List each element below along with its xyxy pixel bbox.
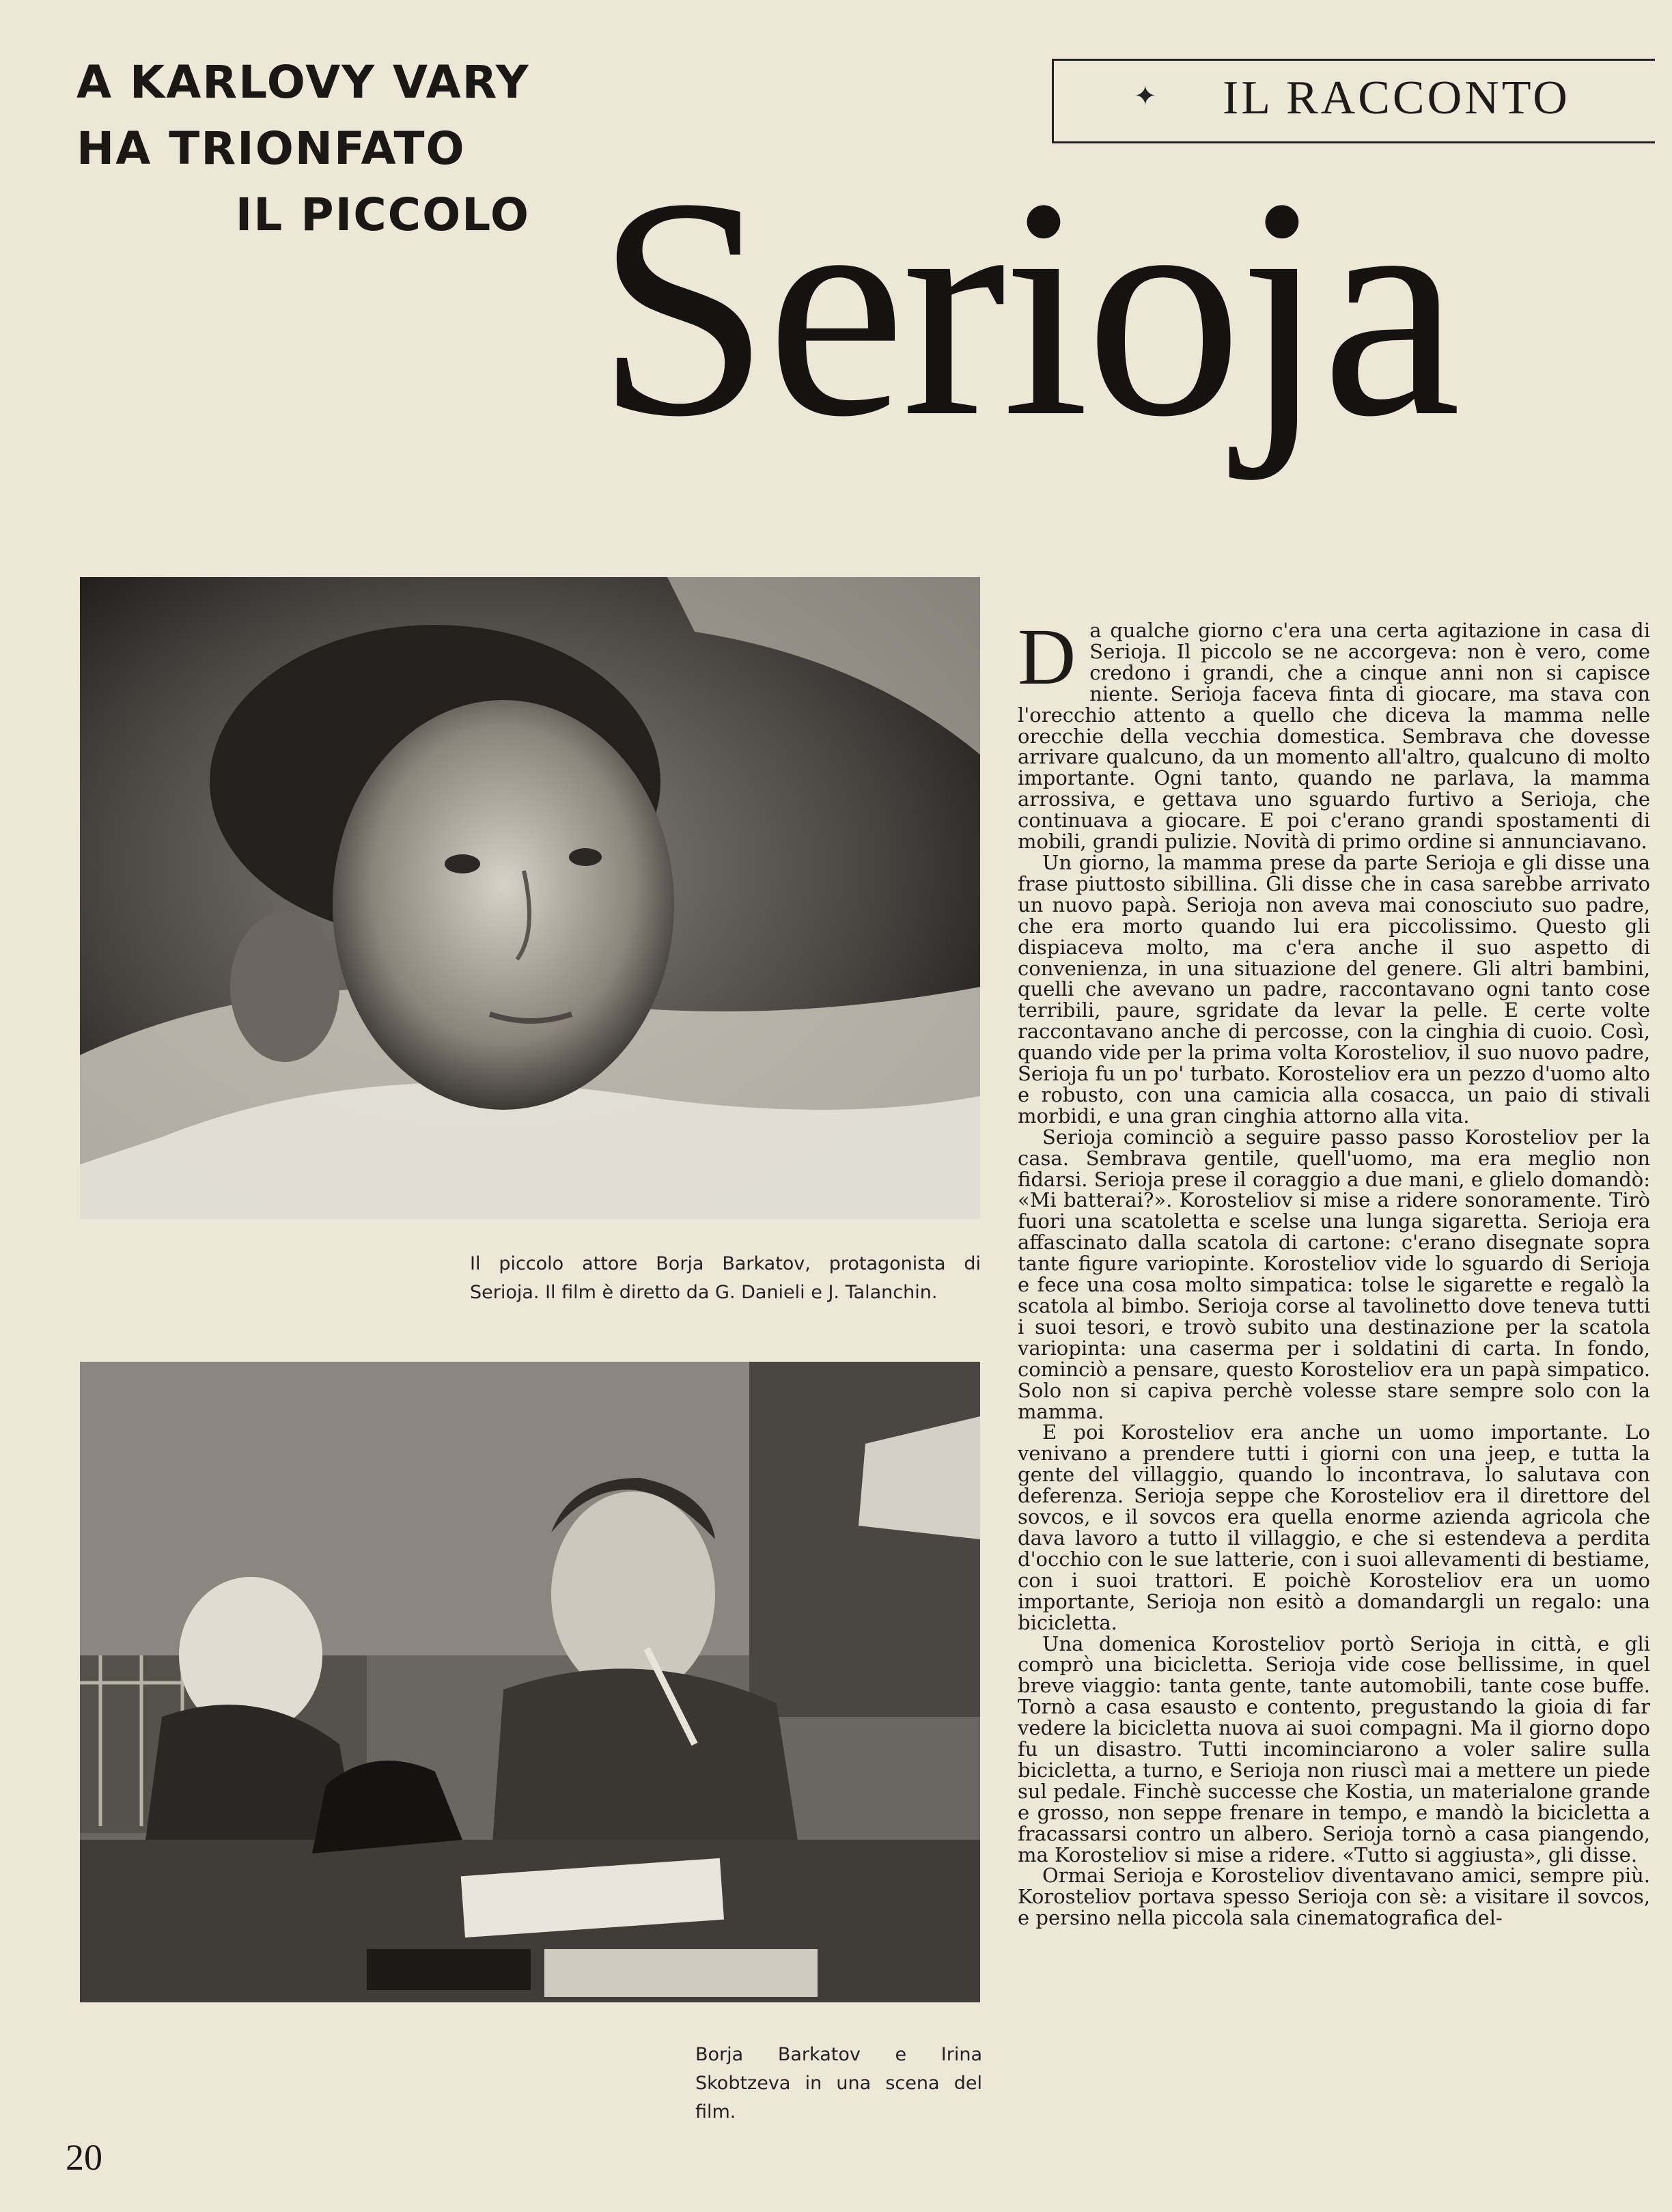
photo-boy-in-bed (80, 577, 980, 1219)
star-ornament-icon: ✦ (1134, 81, 1157, 112)
story-title: Serioja (596, 133, 1457, 481)
paragraph-2: Un giorno, la mamma prese da parte Serioja e gli disse una frase piuttosto sibillina. Gli disse che in casa sarebbe arrivato un nuovo papà. Serioja non aveva mai conosciuto suo padre, che era morto quando lui era piccolissimo. Questo gli dispiaceva molto, ma c'era anche il suo aspetto di convenienza, in una situazione del genere. Gli altri bambini, quelli che avevano un padre, raccontavano ogni tanto cose terribili, paure, sgridate da levar la pelle. E certe volte raccontavano anche di percosse, con la cinghia di cuoio. Così, quando vide per la prima volta Korosteliov, il suo nuovo padre, Serioja fu un po' turbato. Korosteliov era un pezzo d'uomo alto e robusto, con una camicia alla cosacca, un paio di stivali morbidi, e una gran cinghia attorno alla vita. (1018, 850, 1650, 1128)
headline-line-2: HA TRIONFATO (76, 122, 466, 175)
photo-boy-and-woman-at-desk (80, 1362, 980, 2002)
paragraph-6: Ormai Serioja e Korosteliov diventavano amici, sempre più. Korosteliov portava spesso Serioja con sè: a visitare il sovcos, e persino nella piccola sala cinematografica del- (1018, 1864, 1650, 1930)
paragraph-text: a qualche giorno c'era una certa agitazione in casa di Serioja. Il piccolo se ne accorgeva: non è vero, come credono i grandi, che a cinque anni non si capisce niente. Serioja faceva finta di giocare, ma stava con l'orecchio attento a quello che diceva la mamma nelle orecchie della vecchia domestica. Sembrava che dovesse arrivare qualcuno, da un momento all'altro, qualcuno di molto importante. Ogni tanto, quando ne parlava, la mamma arrossiva, e gettava uno sguardo furtivo a Serioja, che continuava a giocare. E poi c'erano grandi spostamenti di mobili, grandi pulizie. Novità di primo ordine si annunciavano. (1018, 619, 1650, 854)
photo-caption-2: Borja Barkatov e Irina Skobtzeva in una scena del film. (695, 2044, 982, 2123)
photo-caption-1: Il piccolo attore Borja Barkatov, protagonista di Serioja. Il film è diretto da G. Danieli e J. Talanchin. (470, 1253, 981, 1303)
paragraph-5: Una domenica Korosteliov portò Serioja in città, e gli comprò una bicicletta. Serioja vide cose bellissime, in quel breve viaggio: tanta gente, tante automobili, tante cose buffe. Tornò a casa esausto e contento, pregustando la gioia di far vedere la bicicletta nuova ai suoi compagni. Ma il giorno dopo fu un disastro. Tutti incominciarono a voler salire sulla bicicletta, a turno, e Serioja non riuscì mai a mettere un piede sul pedale. Finchè successe che Kostia, un materialone grande e grosso, non seppe frenare in tempo, e mandò la bicicletta a fracassarsi contro un albero. Serioja tornò a casa piangendo, ma Korosteliov si mise a ridere. «Tutto si aggiusta», gli disse. (1018, 1632, 1650, 1866)
section-label: IL RACCONTO (1223, 72, 1570, 124)
headline-line-1: A KARLOVY VARY (76, 56, 530, 109)
headline (76, 49, 541, 248)
story-body (1018, 612, 1650, 1930)
photo-boy-in-bed-icon (80, 577, 980, 1219)
drop-cap: D (1018, 612, 1076, 701)
page-number: 20 (66, 2137, 102, 2178)
paragraph-4: E poi Korosteliov era anche un uomo importante. Lo venivano a prendere tutti i giorni con una jeep, e tutta la gente del villaggio, quando lo incontrava, lo salutava con deferenza. Serioja seppe che Korosteliov era il direttore del sovcos, e il sovcos era quella enorme azienda agricola che dava lavoro a tutto il villaggio, e che si estendeva a perdita d'occhio con le sue latterie, con i suoi allevamenti di bestiame, con i suoi trattori. E poichè Korosteliov era un uomo importante, Serioja non esitò a domandargli un regalo: una bicicletta. (1018, 1420, 1650, 1634)
headline-line-3: IL PICCOLO (235, 188, 530, 241)
photo-boy-and-woman-at-desk-icon (80, 1362, 980, 2002)
paragraph-3: Serioja cominciò a seguire passo passo Korosteliov per la casa. Sembrava gentile, quell'uomo, ma era meglio non fidarsi. Serioja prese il coraggio a due mani, e glielo domandò: «Mi batterai?». Korosteliov si mise a ridere sonoramente. Tirò fuori una scatoletta e scelse una lunga sigaretta. Serioja era affascinato dalla scatola di cartone: c'erano disegnate sopra tante figure variopinte. Korosteliov vide lo sguardo di Serioja e fece una cosa molto simpatica: tolse le sigarette e regalò la scatola al bimbo. Serioja corse al tavolinetto dove teneva tutti i suoi tesori, e trovò subito una destinazione per la scatola variopinta: una caserma per i soldatini di carta. In fondo, cominciò a pensare, questo Korosteliov era un papà simpatico. Solo non si capiva perchè volesse stare sempre solo con la mamma. (1018, 1125, 1650, 1423)
paragraph-1 (1018, 612, 1650, 854)
